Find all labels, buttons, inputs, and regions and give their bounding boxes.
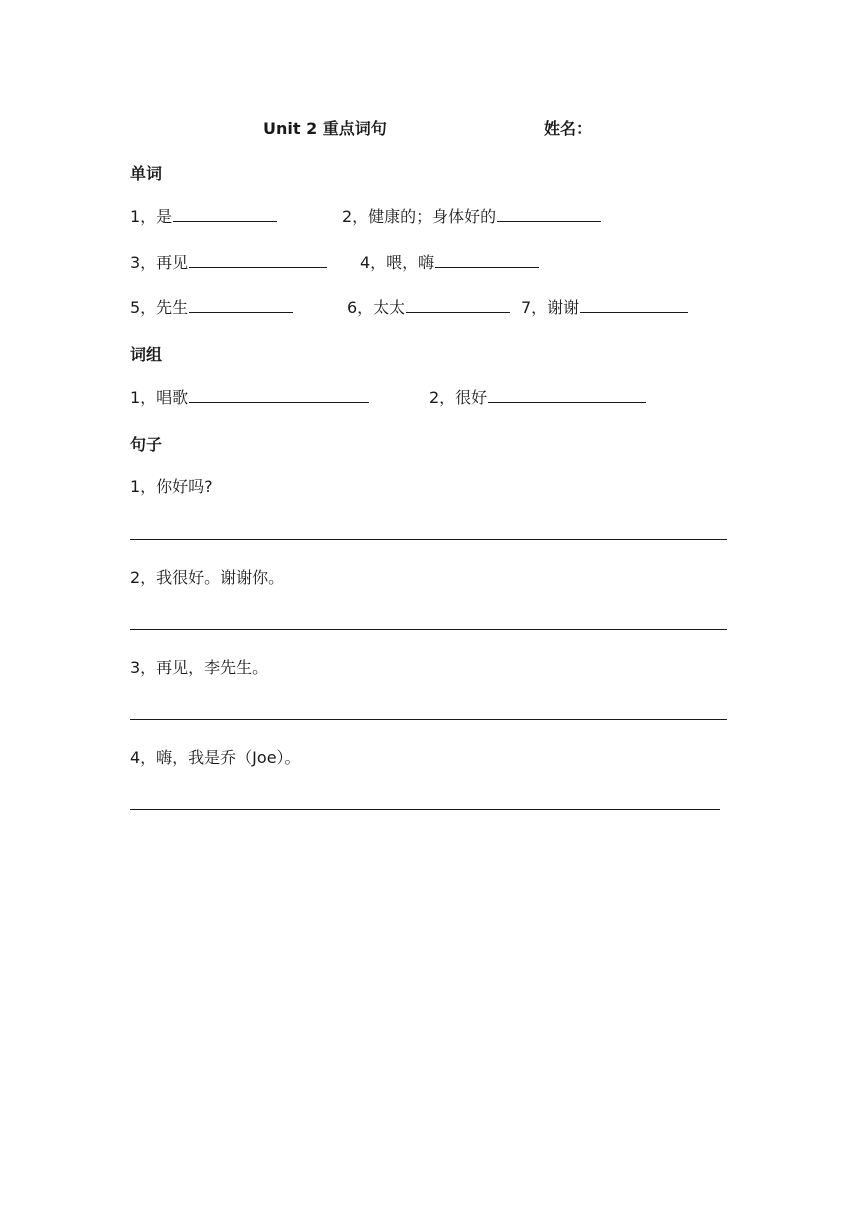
worksheet-title: Unit 2 重点词句 [263,119,387,138]
answer-blank[interactable] [580,297,688,313]
phrases-heading: 词组 [130,345,163,364]
phrase-item-1 [130,387,369,408]
word-prompt: 2，健康的；身体好的 [342,207,497,226]
word-prompt: 5，先生 [130,298,189,317]
words-heading: 单词 [130,164,163,183]
word-prompt: 7，谢谢 [521,298,580,317]
name-label: 姓名： [544,119,593,138]
sentences-heading: 句子 [130,435,163,454]
phrase-prompt: 1，唱歌 [130,388,189,407]
sentence-answer-line-4[interactable] [130,809,720,810]
answer-blank[interactable] [406,297,510,313]
sentence-answer-line-1[interactable] [130,539,727,540]
sentence-prompt-1: 1，你好吗? [130,477,213,496]
answer-blank[interactable] [189,252,327,268]
phrase-item-2 [429,387,646,408]
word-prompt: 1，是 [130,207,173,226]
word-prompt: 4，喂，嗨 [360,253,435,272]
word-item-7 [521,297,688,318]
word-item-3 [130,252,327,273]
word-item-5 [130,297,293,318]
word-item-6 [347,297,510,318]
answer-blank[interactable] [497,206,601,222]
sentence-prompt-3: 3，再见，李先生。 [130,658,269,677]
answer-blank[interactable] [173,206,277,222]
answer-blank[interactable] [189,387,369,403]
sentence-prompt-4: 4，嗨，我是乔（Joe）。 [130,748,301,767]
phrase-prompt: 2，很好 [429,388,488,407]
word-prompt: 6，太太 [347,298,406,317]
answer-blank[interactable] [189,297,293,313]
word-item-2 [342,206,601,227]
answer-blank[interactable] [488,387,646,403]
word-prompt: 3，再见 [130,253,189,272]
word-item-1 [130,206,277,227]
word-item-4 [360,252,539,273]
sentence-answer-line-2[interactable] [130,629,727,630]
sentence-prompt-2: 2，我很好。谢谢你。 [130,568,285,587]
answer-blank[interactable] [435,252,539,268]
sentence-answer-line-3[interactable] [130,719,727,720]
